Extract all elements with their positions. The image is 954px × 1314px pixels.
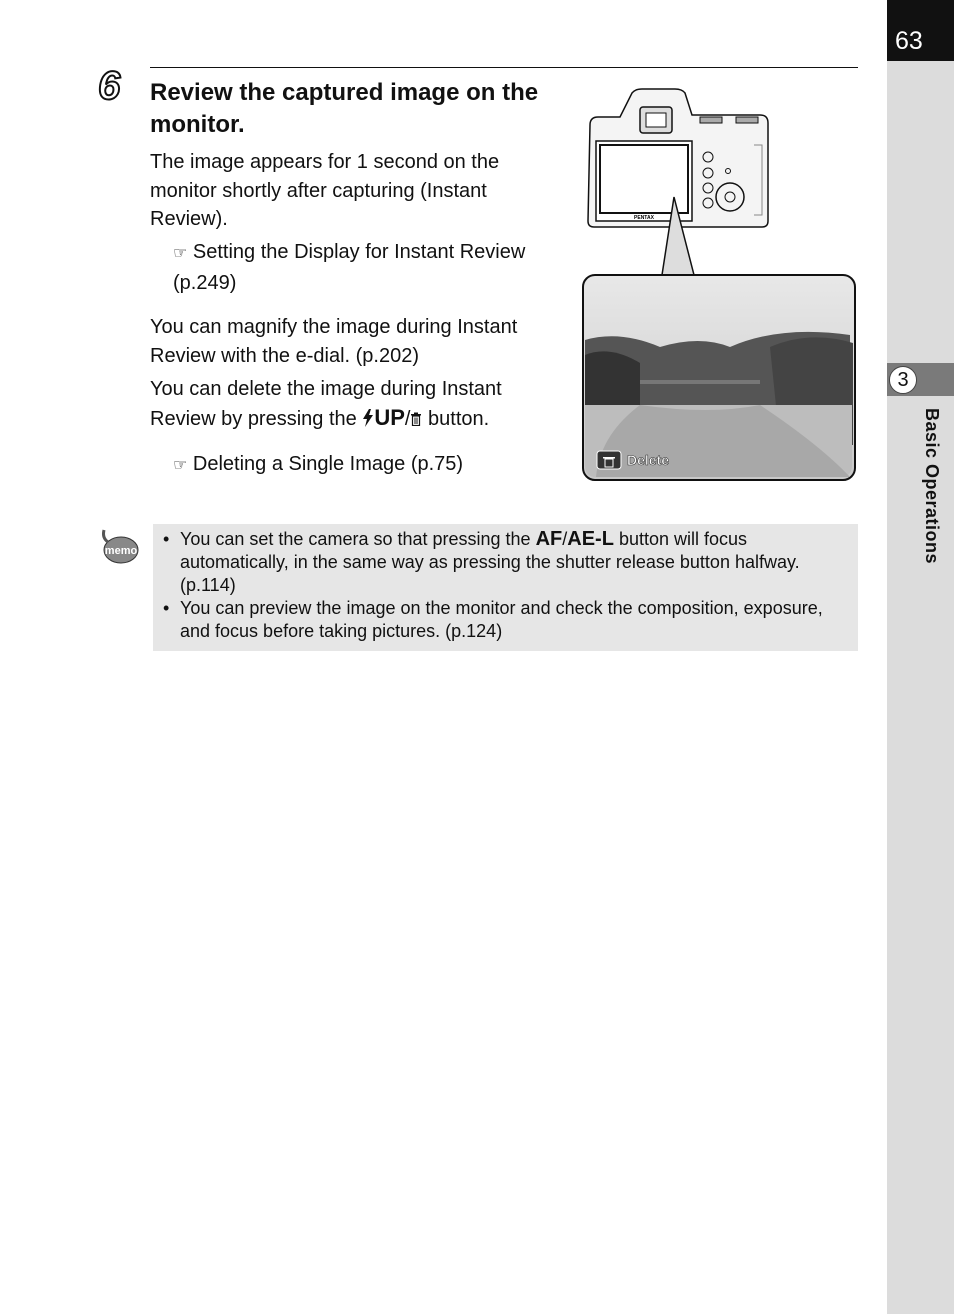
memo-icon-label: memo [104,545,138,557]
flash-up-button-symbol [362,405,405,430]
step-title: Review the captured image on the monitor. [150,79,539,138]
screen-delete-label: Delete [627,452,670,468]
ael-label: AE-L [567,528,614,550]
af-ael-slash: / [562,529,568,549]
memo-item-text: You can preview the image on the monitor and check the composition, exposure, and focus before taking pictures. (p.124) [180,598,823,641]
delete-reference-text: Deleting a Single Image (p.75) [192,453,464,475]
page-number: 63 [895,27,923,55]
trash-icon [410,412,422,426]
memo-item-text-start: You can set the camera so that pressing the [180,529,531,549]
button-word: button. [428,407,490,430]
af-label: AF [535,528,563,550]
memo-item [153,597,840,643]
memo-item [153,528,840,597]
flash-icon [362,409,374,427]
instant-review-paragraph: The image appears for 1 second on the monitor shortly after capturing (Instant Review). [150,151,500,230]
memo-item-text [180,528,840,597]
memo-list [153,524,858,643]
memo-item-text-end: button will focus automatically, in the same way as pressing the shutter release button halfway. (p.114) [180,529,800,595]
step-rule [150,67,858,68]
pointer-icon: ☞ [173,245,188,262]
sidebar [887,0,954,1314]
monitor-enlargement [583,275,855,480]
delete-paragraph: You can delete the image during Instant Review by pressing the UP/ button. [150,378,502,430]
delete-paragraph-text: You can delete the image during Instant Review by pressing the [150,378,502,430]
chapter-number: 3 [889,366,917,394]
chapter-title: Basic Operations [922,408,942,565]
bullet: • [163,598,170,618]
camera-brand: PENTAX [634,215,654,221]
camera-body [588,89,768,227]
up-label: UP [374,404,405,430]
delete-reference [173,450,563,481]
bullet: • [163,529,170,549]
camera-illustration [580,85,860,485]
step-number: 6 [98,64,121,108]
memo-icon [98,528,140,566]
pointer-icon: ☞ [173,457,188,474]
display-settings-reference-text: Setting the Display for Instant Review (p.249) [173,241,526,294]
display-settings-reference [173,238,563,297]
magnify-paragraph: You can magnify the image during Instant Review with the e-dial. (p.202) [150,316,518,367]
memo-box [153,524,858,651]
